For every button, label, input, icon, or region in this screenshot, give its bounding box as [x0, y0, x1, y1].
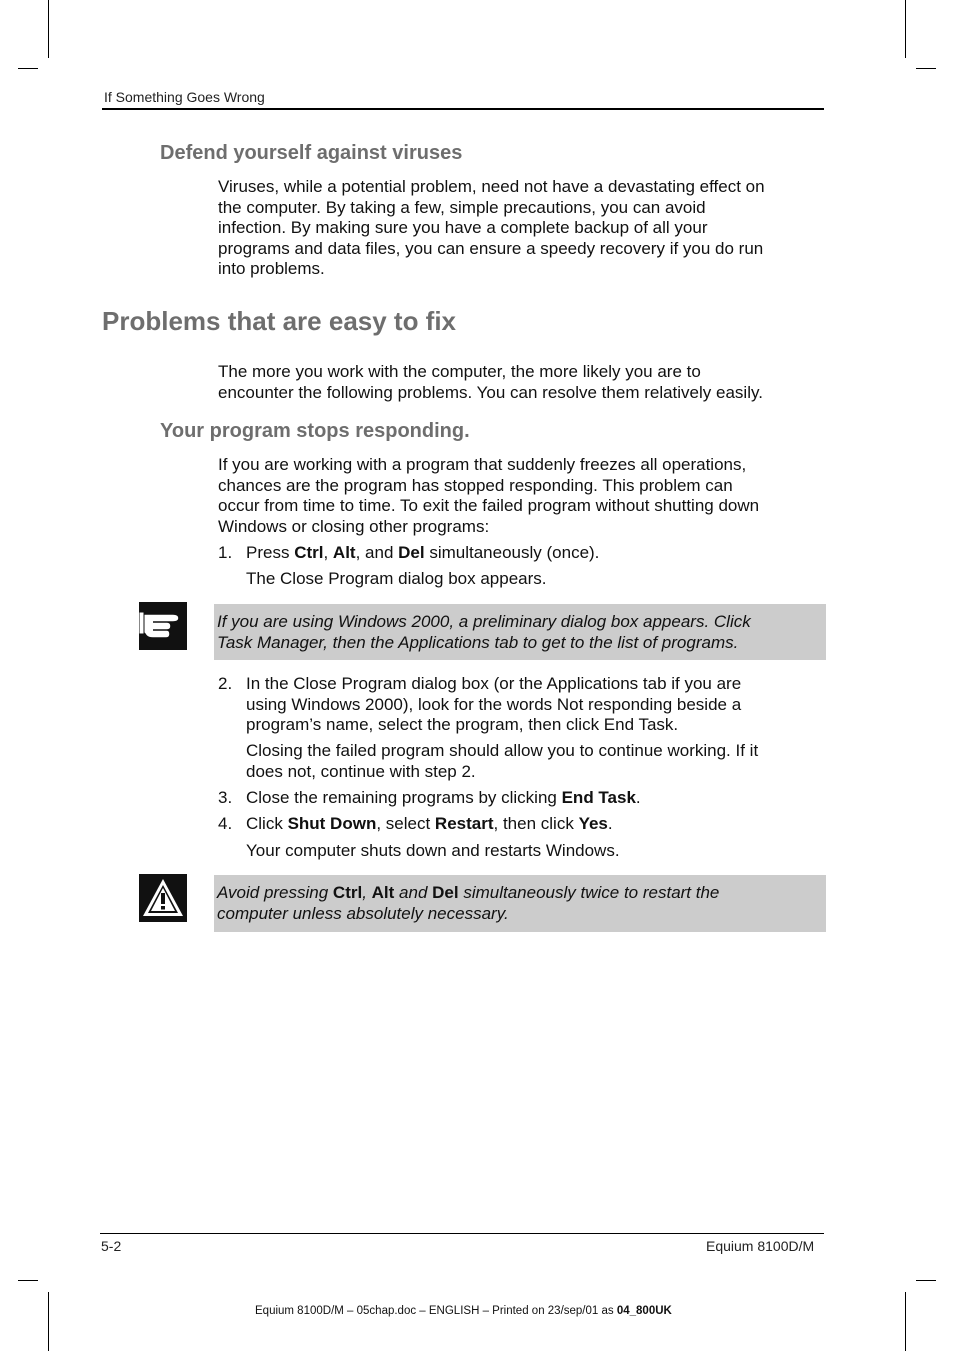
section-heading-program-stops: Your program stops responding.: [160, 420, 470, 442]
step-number: 4.: [218, 814, 233, 833]
key-alt: Alt: [371, 883, 395, 902]
crop-mark: [916, 1280, 936, 1281]
text-line: into problems.: [218, 259, 325, 278]
text-line: Task Manager, then the Applications tab to get to the list of programs.: [217, 632, 739, 652]
crop-mark: [905, 1292, 906, 1351]
text-line: using Windows 2000), look for the words Not responding beside a: [246, 694, 742, 714]
footer-rule: [100, 1233, 824, 1234]
text-line: programs and data files, you can ensure a speedy recovery if you do run: [218, 238, 764, 258]
key-ctrl: Ctrl: [332, 883, 363, 902]
step-3-text: Close the remaining programs by clicking End Task.: [246, 788, 641, 807]
text-line: Closing the failed program should allow you to continue working. If it: [246, 741, 759, 760]
text-line: In the Close Program dialog box (or the Applications tab if you are: [246, 674, 742, 693]
text-line: does not, continue with step 2.: [246, 761, 476, 781]
key-ctrl: Ctrl: [294, 543, 324, 562]
section-heading-viruses: Defend yourself against viruses: [160, 142, 463, 164]
crop-mark: [18, 68, 38, 69]
restart-label: Restart: [434, 814, 494, 833]
key-alt: Alt: [332, 543, 356, 562]
step-number: 3.: [218, 788, 233, 807]
warning-triangle-icon: [139, 874, 187, 922]
product-name: Equium 8100D/M: [706, 1238, 815, 1254]
print-info: Equium 8100D/M – 05chap.doc – ENGLISH – Printed on 23/sep/01 as 04_800UK: [255, 1305, 672, 1317]
key-del: Del: [398, 543, 425, 562]
step-number: 2.: [218, 674, 233, 693]
crop-mark: [18, 1280, 38, 1281]
text-line: Avoid pressing Ctrl, Alt and Del simultaneously twice to restart the: [217, 883, 720, 902]
text-line: program’s name, select the program, then click End Task.: [246, 715, 679, 734]
text-line: If you are using Windows 2000, a preliminary dialog box appears. Click: [217, 612, 751, 631]
step-2-result: [246, 741, 758, 782]
crop-mark: [916, 68, 936, 69]
print-code: 04_800UK: [616, 1305, 672, 1317]
key-del: Del: [432, 883, 459, 902]
warning-text: [217, 883, 719, 924]
chapter-heading: Problems that are easy to fix: [102, 306, 457, 336]
end-task-label: End Task: [561, 788, 636, 807]
running-header: If Something Goes Wrong: [104, 89, 265, 105]
text-line: encounter the following problems. You can resolve them relatively easily.: [218, 382, 763, 402]
step-4-result: Your computer shuts down and restarts Windows.: [246, 841, 620, 860]
crop-mark: [48, 1292, 49, 1351]
text-line: chances are the program has stopped responding. This problem can: [218, 475, 733, 495]
virus-paragraph: [218, 177, 765, 280]
text-line: infection. By making sure you have a complete backup of all your: [218, 218, 708, 237]
step-1-text: Press Ctrl, Alt, and Del simultaneously (once).: [246, 543, 600, 562]
text-line: Viruses, while a potential problem, need not have a devastating effect on: [218, 177, 765, 196]
step-2-text: [246, 674, 741, 736]
step-4-text: Click Shut Down, select Restart, then click Yes.: [246, 814, 613, 833]
text-line: If you are working with a program that suddenly freezes all operations,: [218, 455, 747, 474]
text-line: Windows or closing other programs:: [218, 516, 490, 536]
text-line: computer unless absolutely necessary.: [217, 903, 509, 923]
header-rule: [102, 108, 824, 110]
shut-down-label: Shut Down: [287, 814, 377, 833]
pointing-hand-icon: [139, 602, 187, 650]
intro-paragraph: [218, 362, 763, 403]
page-number: 5-2: [101, 1238, 122, 1254]
program-stops-paragraph: [218, 455, 759, 537]
note-text: [217, 612, 751, 653]
crop-mark: [48, 0, 49, 58]
text-line: occur from time to time. To exit the failed program without shutting down: [218, 496, 760, 515]
yes-label: Yes: [578, 814, 608, 833]
text-line: The more you work with the computer, the more likely you are to: [218, 362, 701, 381]
text-line: the computer. By taking a few, simple precautions, you can avoid: [218, 197, 706, 217]
step-number: 1.: [218, 543, 233, 562]
crop-mark: [905, 0, 906, 58]
step-1-result: The Close Program dialog box appears.: [246, 569, 547, 588]
